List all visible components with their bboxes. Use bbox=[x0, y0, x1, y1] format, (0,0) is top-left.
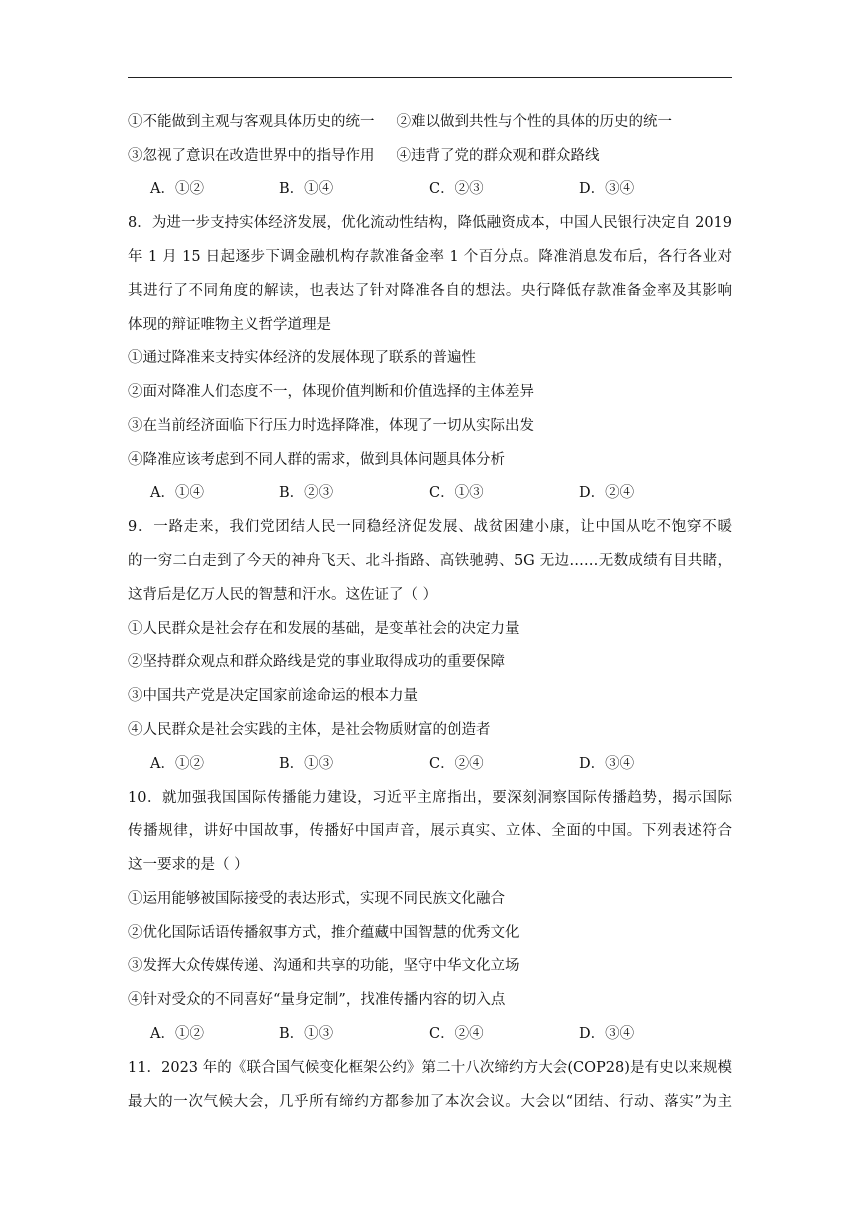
q7-option-b[interactable]: B．①④ bbox=[279, 181, 334, 197]
q10-statement-3: ③发挥大众传媒传递、沟通和共享的功能，坚守中华文化立场 bbox=[128, 958, 520, 974]
q8-option-d[interactable]: D．②④ bbox=[579, 485, 635, 501]
q9-option-d[interactable]: D．③④ bbox=[579, 756, 635, 772]
q7-statement-3: ③忽视了意识在改造世界中的指导作用 bbox=[128, 148, 375, 164]
q10-statement-1: ①运用能够被国际接受的表达形式，实现不同民族文化融合 bbox=[128, 891, 505, 907]
header-rule bbox=[128, 77, 732, 78]
q7-options bbox=[150, 179, 710, 199]
q10-option-b[interactable]: B．①③ bbox=[279, 1026, 334, 1042]
q11-stem-line-1: 11．2023 年的《联合国气候变化框架公约》第二十八次缔约方大会(COP28)是有史以来规模 bbox=[128, 1060, 732, 1076]
q7-option-a[interactable]: A．①② bbox=[150, 181, 204, 197]
q9-stem-line-3: 这背后是亿万人民的智慧和汗水。这佐证了（ ） bbox=[128, 587, 438, 603]
q10-stem-line-3: 这一要求的是（ ） bbox=[128, 857, 249, 873]
q7-statement-2: ②难以做到共性与个性的具体的历史的统一 bbox=[396, 114, 672, 130]
q11-stem-line-2: 最大的一次气候大会，几乎所有缔约方都参加了本次会议。大会以“团结、行动、落实”为主 bbox=[128, 1094, 732, 1110]
q9-statement-3: ③中国共产党是决定国家前途命运的根本力量 bbox=[128, 688, 418, 704]
q8-options bbox=[150, 483, 710, 503]
q9-statement-1: ①人民群众是社会存在和发展的基础，是变革社会的决定力量 bbox=[128, 621, 520, 637]
q10-statement-4: ④针对受众的不同喜好“量身定制”，找准传播内容的切入点 bbox=[128, 992, 506, 1008]
q9-stem-line-1: 9．一路走来，我们党团结人民一同稳经济促发展、战贫困建小康，让中国从吃不饱穿不暖 bbox=[128, 519, 732, 535]
q10-options bbox=[150, 1024, 710, 1044]
q9-option-c[interactable]: C．②④ bbox=[429, 756, 484, 772]
q9-options bbox=[150, 754, 710, 774]
q9-statement-2: ②坚持群众观点和群众路线是党的事业取得成功的重要保障 bbox=[128, 654, 505, 670]
q7-option-c[interactable]: C．②③ bbox=[429, 181, 484, 197]
q10-stem-line-1: 10．就加强我国国际传播能力建设，习近平主席指出，要深刻洞察国际传播趋势，揭示国际 bbox=[128, 790, 732, 806]
q7-statement-1: ①不能做到主观与客观具体历史的统一 bbox=[128, 114, 375, 130]
q8-statement-4: ④降准应该考虑到不同人群的需求，做到具体问题具体分析 bbox=[128, 452, 505, 468]
q8-option-b[interactable]: B．②③ bbox=[279, 485, 334, 501]
q9-statement-4: ④人民群众是社会实践的主体，是社会物质财富的创造者 bbox=[128, 722, 491, 738]
q7-statement-4: ④违背了党的群众观和群众路线 bbox=[396, 148, 600, 164]
q8-option-c[interactable]: C．①③ bbox=[429, 485, 484, 501]
q10-option-c[interactable]: C．②④ bbox=[429, 1026, 484, 1042]
q8-statement-3: ③在当前经济面临下行压力时选择降准，体现了一切从实际出发 bbox=[128, 418, 534, 434]
q8-statement-1: ①通过降准来支持实体经济的发展体现了联系的普遍性 bbox=[128, 350, 476, 366]
q10-option-a[interactable]: A．①② bbox=[150, 1026, 204, 1042]
q10-statement-2: ②优化国际话语传播叙事方式，推介蕴藏中国智慧的优秀文化 bbox=[128, 925, 520, 941]
q8-stem-line-4: 体现的辩证唯物主义哲学道理是 bbox=[128, 317, 331, 333]
q7-statements-row-2 bbox=[128, 146, 738, 166]
q7-statements-row-1 bbox=[128, 112, 738, 132]
q8-statement-2: ②面对降准人们态度不一，体现价值判断和价值选择的主体差异 bbox=[128, 384, 534, 400]
q10-stem-line-2: 传播规律，讲好中国故事，传播好中国声音，展示真实、立体、全面的中国。下列表述符合 bbox=[128, 823, 732, 839]
q8-stem-line-2: 年 1 月 15 日起逐步下调金融机构存款准备金率 1 个百分点。降准消息发布后，各行各业对 bbox=[128, 249, 732, 265]
q9-option-b[interactable]: B．①③ bbox=[279, 756, 334, 772]
q8-stem-line-3: 其进行了不同角度的解读，也表达了针对降准各自的想法。央行降低存款准备金率及其影响 bbox=[128, 283, 732, 299]
q9-stem-line-2: 的一穷二白走到了今天的神舟飞天、北斗指路、高铁驰骋、5G 无边……无数成绩有目共睹， bbox=[128, 553, 732, 569]
q8-option-a[interactable]: A．①④ bbox=[150, 485, 204, 501]
q7-option-d[interactable]: D．③④ bbox=[579, 181, 635, 197]
q9-option-a[interactable]: A．①② bbox=[150, 756, 204, 772]
q8-stem-line-1: 8．为进一步支持实体经济发展，优化流动性结构，降低融资成本，中国人民银行决定自 2019 bbox=[128, 215, 732, 231]
q10-option-d[interactable]: D．③④ bbox=[579, 1026, 635, 1042]
